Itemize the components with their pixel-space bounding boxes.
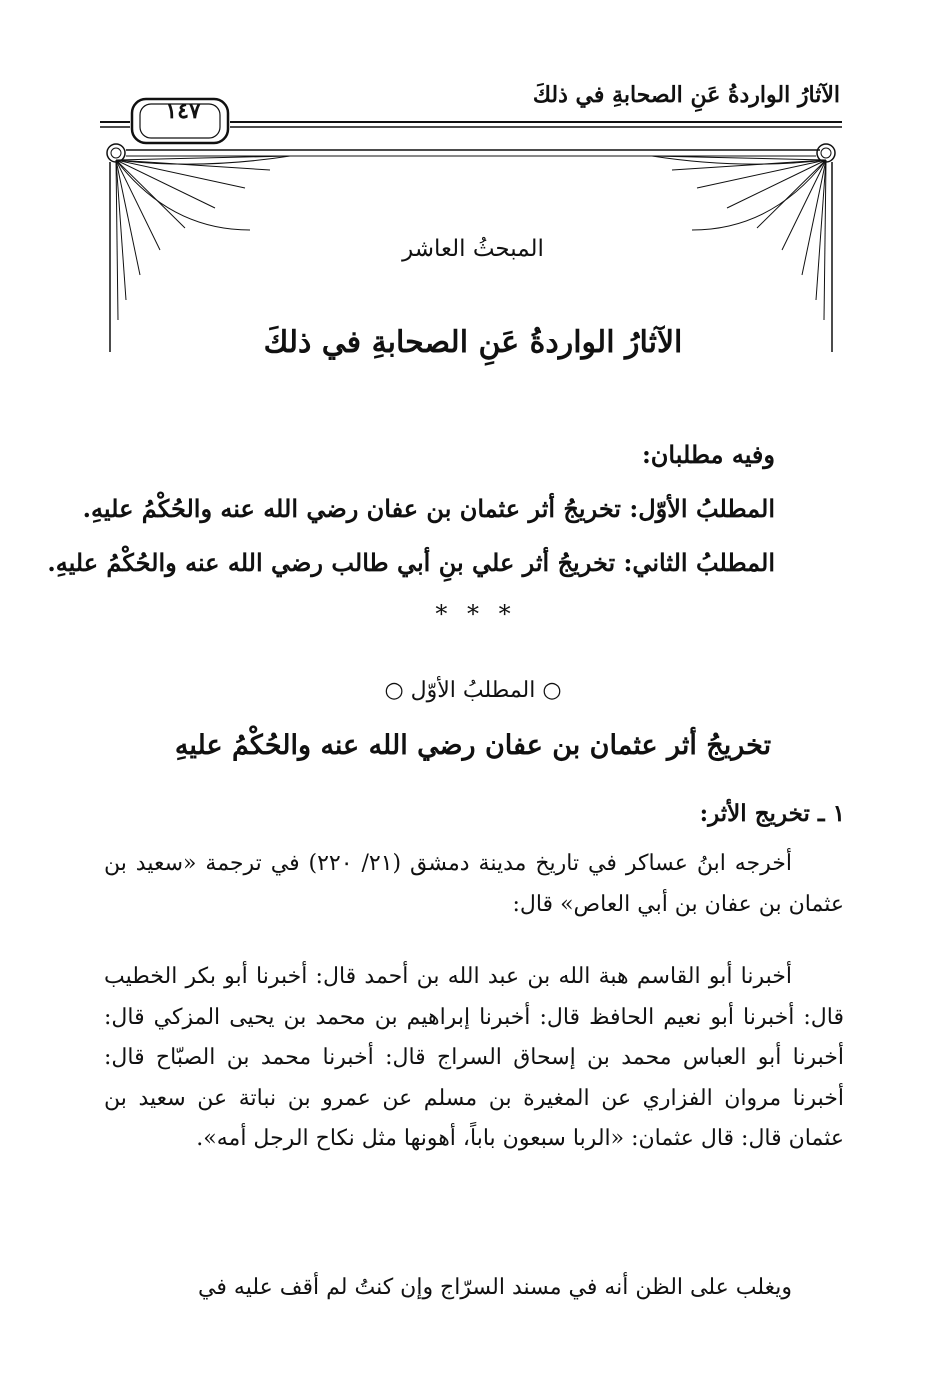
section-title: تخريجُ أثر عثمان بن عفان رضي الله عنه والحُكْمُ عليهِ (174, 730, 772, 761)
contents-item-1: المطلبُ الأوّل: تخريجُ أثر عثمان بن عفان رضي الله عنه والحُكْمُ عليهِ. (82, 494, 775, 523)
contents-list (47, 428, 775, 590)
section-label: ○ المطلبُ الأوّل ○ (384, 678, 562, 703)
page-number: ١٤٧ (165, 98, 201, 124)
contents-intro: وفيه مطلبان: (641, 440, 775, 469)
chapter-title: الآثارُ الواردةُ عَنِ الصحابةِ في ذلكَ (263, 325, 683, 360)
section-separator: * * * (435, 600, 511, 628)
paragraph-2: أخبرنا أبو القاسم هبة الله بن عبد الله بن أحمد قال: أخبرنا أبو بكر الخطيب قال: أخبرنا أبو نعيم الحافظ قال: أخبرنا إبراهيم بن محمد بن يحيى المزكي قال: أخبرنا أبو العباس محمد بن إسحاق السراج قال: أخبرنا محمد بن الصبّاح قال: أخبرنا مروان الفزاري عن المغيرة بن مسلم عن عمرو بن نباتة عن سعيد بن عثمان قال: قال عثمان: «الربا سبعون باباً، أهونها مثل نكاح الرجل أمه». (104, 964, 844, 1151)
chapter-label: المبحثُ العاشر (402, 236, 544, 262)
paragraph-1: أخرجه ابنُ عساكر في تاريخ مدينة دمشق (٢١/ ٢٢٠) في ترجمة «سعيد بن عثمان بن عفان بن أبي العاص» قال: (104, 851, 844, 917)
paragraph-3: ويغلب على الظن أنه في مسند السرّاج وإن كنتُ لم أقف عليه في (198, 1275, 792, 1300)
subsection-heading: ١ ـ تخريج الأثر: (699, 800, 845, 827)
running-title: الآثارُ الواردةُ عَنِ الصحابةِ في ذلكَ (532, 82, 840, 108)
contents-item-2: المطلبُ الثاني: تخريجُ أثر علي بنِ أبي طالب رضي الله عنه والحُكْمُ عليهِ. (47, 548, 775, 577)
